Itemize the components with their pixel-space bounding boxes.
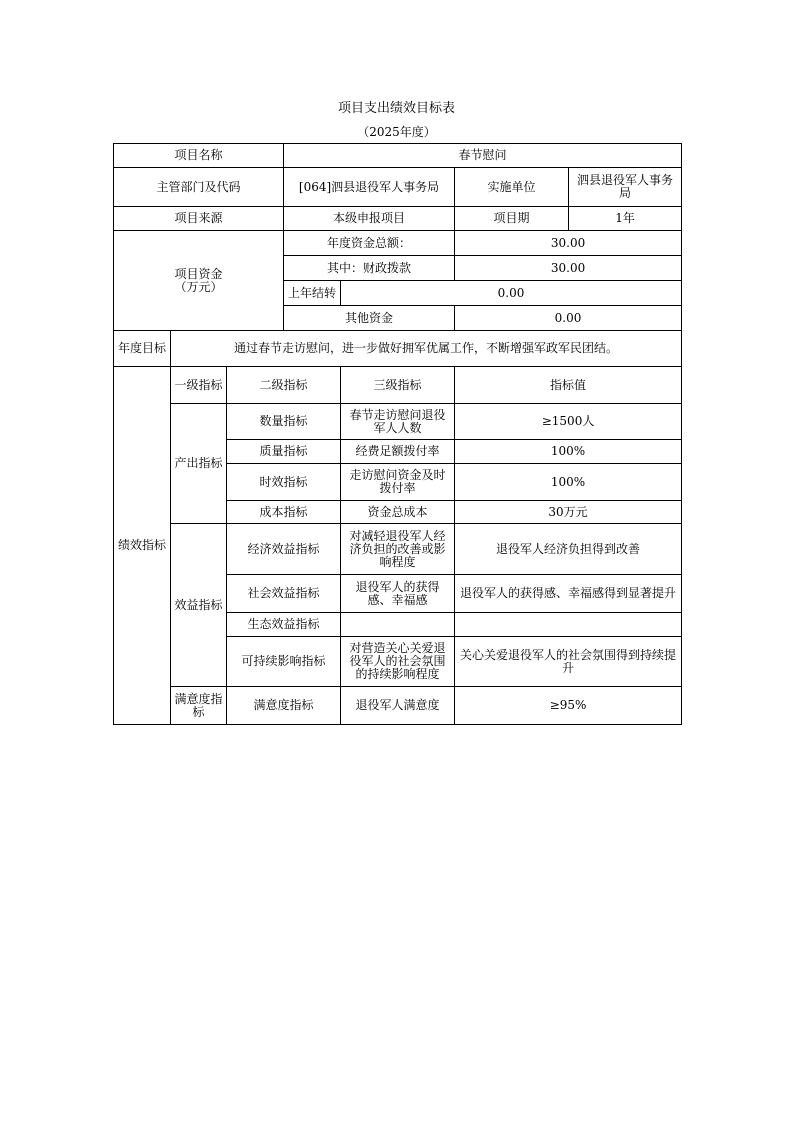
page-subtitle: （2025年度） (357, 125, 436, 139)
value-cell: 退役军人的获得感、幸福感得到显著提升 (455, 575, 682, 613)
level2-cell: 社会效益指标 (227, 575, 341, 613)
funds-fiscal-label: 其中：财政拨款 (284, 256, 455, 281)
level2-cell: 满意度指标 (227, 687, 341, 725)
project-funds-label-line2: （万元） (174, 279, 223, 294)
annual-goal-label: 年度目标 (114, 331, 171, 367)
value-cell: 30万元 (455, 501, 682, 524)
source-row (114, 207, 682, 231)
level3-cell: 资金总成本 (341, 501, 455, 524)
project-name-row (114, 144, 682, 168)
level2-cell: 生态效益指标 (227, 613, 341, 637)
indicator-row (114, 404, 682, 440)
value-cell: 关心关爱退役军人的社会氛围得到持续提升 (455, 637, 682, 687)
level3-cell: 经费足额拨付率 (341, 440, 455, 464)
page-title: 项目支出绩效目标表 (337, 101, 455, 116)
funds-carryover-value: 0.00 (341, 281, 682, 306)
level1-benefit: 效益指标 (171, 524, 227, 687)
level3-cell: 对减轻退役军人经济负担的改善或影响程度 (341, 524, 455, 575)
value-cell (455, 613, 682, 637)
header-level1: 一级指标 (171, 367, 227, 404)
funds-total-value: 30.00 (455, 231, 682, 256)
department-label: 主管部门及代码 (114, 168, 284, 207)
annual-goal-text: 通过春节走访慰问，进一步做好拥军优属工作，不断增强军政军民团结。 (171, 331, 682, 367)
header-value: 指标值 (455, 367, 682, 404)
department-row (114, 168, 682, 207)
project-funds-label (114, 231, 284, 331)
level3-cell: 退役军人的获得感、幸福感 (341, 575, 455, 613)
level2-cell: 数量指标 (227, 404, 341, 440)
indicator-header-row (114, 367, 682, 404)
funds-row-total (114, 231, 682, 256)
level2-cell: 经济效益指标 (227, 524, 341, 575)
annual-goal-row (114, 331, 682, 367)
project-funds-label-line1: 项目资金 (174, 266, 223, 281)
indicator-row (114, 687, 682, 725)
level2-cell: 可持续影响指标 (227, 637, 341, 687)
implementing-unit-label: 实施单位 (455, 168, 569, 207)
level3-cell: 春节走访慰问退役军人人数 (341, 404, 455, 440)
level3-cell: 退役军人满意度 (341, 687, 455, 725)
project-name-label: 项目名称 (114, 144, 284, 168)
value-cell: ≥95% (455, 687, 682, 725)
project-source-label: 项目来源 (114, 207, 284, 231)
value-cell: ≥1500人 (455, 404, 682, 440)
level3-cell: 走访慰问资金及时拨付率 (341, 464, 455, 501)
level3-cell: 对营造关心关爱退役军人的社会氛围的持续影响程度 (341, 637, 455, 687)
level2-cell: 时效指标 (227, 464, 341, 501)
funds-carryover-label: 上年结转 (284, 281, 341, 306)
level2-cell: 质量指标 (227, 440, 341, 464)
header-level3: 三级指标 (341, 367, 455, 404)
level3-cell (341, 613, 455, 637)
funds-other-label: 其他资金 (284, 306, 455, 331)
project-period-label: 项目期 (455, 207, 569, 231)
value-cell: 100% (455, 440, 682, 464)
performance-target-table (113, 143, 682, 725)
implementing-unit-value: 泗县退役军人事务局 (569, 168, 682, 207)
project-period-value: 1年 (569, 207, 682, 231)
level2-cell: 成本指标 (227, 501, 341, 524)
department-value: [064]泗县退役军人事务局 (284, 168, 455, 207)
value-cell: 100% (455, 464, 682, 501)
level1-output: 产出指标 (171, 404, 227, 524)
level1-satisfaction: 满意度指标 (171, 687, 227, 725)
value-cell: 退役军人经济负担得到改善 (455, 524, 682, 575)
header-level2: 二级指标 (227, 367, 341, 404)
project-name-value: 春节慰问 (284, 144, 682, 168)
funds-total-label: 年度资金总额： (284, 231, 455, 256)
project-source-value: 本级申报项目 (284, 207, 455, 231)
funds-other-value: 0.00 (455, 306, 682, 331)
performance-indicators-label: 绩效指标 (114, 367, 171, 725)
indicator-row (114, 524, 682, 575)
funds-fiscal-value: 30.00 (455, 256, 682, 281)
